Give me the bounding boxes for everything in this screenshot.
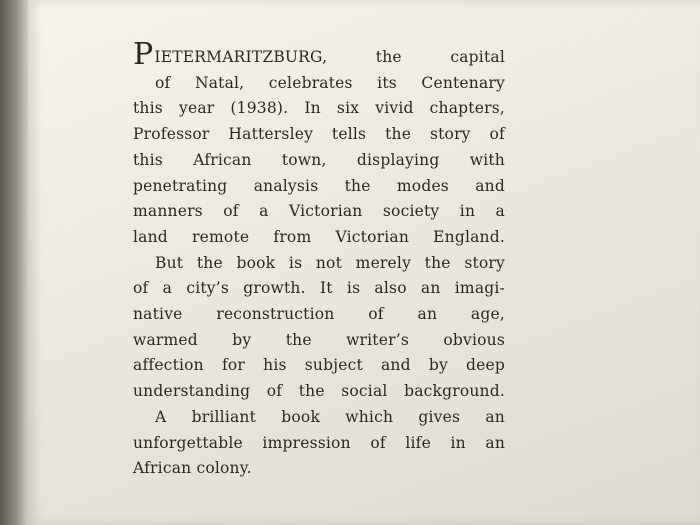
paragraph-line: A brilliant book which gives an <box>155 407 505 426</box>
paragraph-line: manners of a Victorian society in a <box>133 202 505 221</box>
paragraph-line: penetrating analysis the modes and <box>133 176 505 195</box>
blurb-text <box>133 37 505 482</box>
paragraph-line: But the book is not merely the story <box>155 253 505 272</box>
paragraph-1 <box>133 37 505 251</box>
paragraph-line: Professor Hattersley tells the story of <box>133 125 505 144</box>
paragraph-line: of Natal, celebrates its Centenary <box>155 73 505 92</box>
paragraph-line: of a city’s growth. It is also an imagi- <box>133 279 505 298</box>
paragraph-line: land remote from Victorian England. <box>133 227 505 246</box>
drop-cap: P <box>133 37 154 72</box>
paragraph-line <box>133 37 505 72</box>
line-text: IETERMARITZBURG, the capital <box>154 48 505 66</box>
paragraph-line: African colony. <box>133 459 252 478</box>
paragraph-3 <box>133 405 505 482</box>
paragraph-line: affection for his subject and by deep <box>133 356 505 375</box>
paragraph-line: this year (1938). In six vivid chapters, <box>133 99 505 118</box>
paragraph-2 <box>133 251 505 405</box>
paragraph-line: understanding of the social background. <box>133 382 505 401</box>
paragraph-line: this African town, displaying with <box>133 150 505 169</box>
paragraph-line: warmed by the writer’s obvious <box>133 330 505 349</box>
paragraph-line: native reconstruction of an age, <box>133 305 505 324</box>
book-spine-margin <box>0 0 28 525</box>
paragraph-line: unforgettable impression of life in an <box>133 433 505 452</box>
